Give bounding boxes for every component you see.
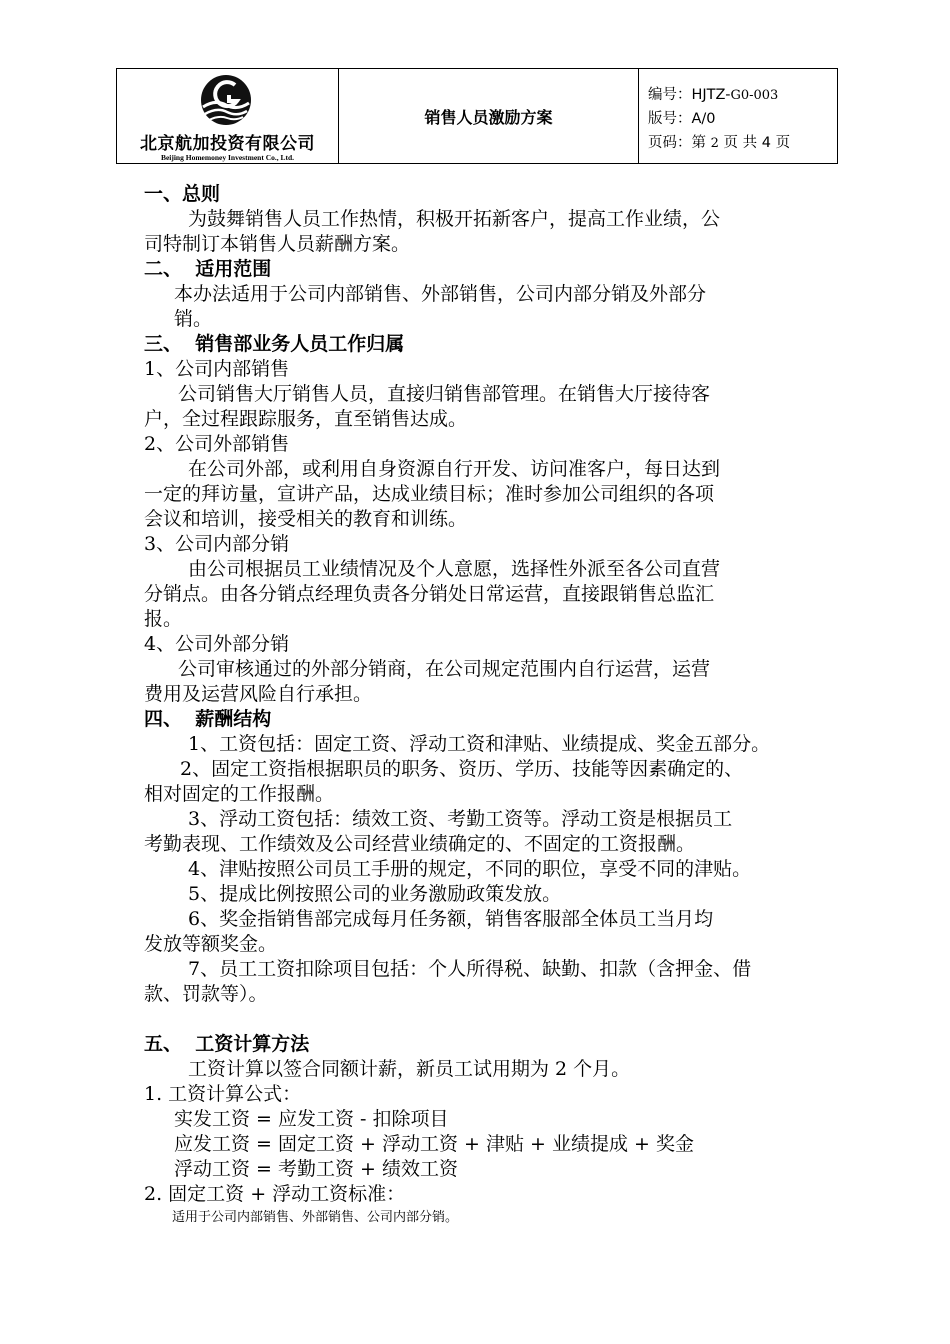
subsection-heading: 2、公司外部销售 [144, 433, 290, 455]
paragraph-line: 1、工资包括：固定工资、浮动工资和津贴、业绩提成、奖金五部分。 [188, 733, 771, 755]
section-heading: 一、总则 [144, 183, 221, 205]
blank-line [144, 1007, 814, 1032]
formula-line: 应发工资 = 固定工资 + 浮动工资 + 津贴 + 业绩提成 + 奖金 [174, 1133, 694, 1155]
paragraph-line: 7、员工工资扣除项目包括：个人所得税、缺勤、扣款（含押金、借 [188, 958, 752, 980]
section-heading: 四、 薪酬结构 [144, 708, 272, 730]
document-meta [639, 69, 837, 163]
paragraph-line: 相对固定的工作报酬。 [144, 783, 335, 805]
doc-page-row: 页码：第 2 页 共 4 页 [648, 135, 791, 151]
section-heading: 二、 适用范围 [144, 258, 272, 280]
doc-code-row: 编号：HJTZ-G0-003 [648, 87, 779, 103]
paragraph-line: 销。 [174, 308, 213, 330]
paragraph-line: 2、固定工资指根据职员的职务、资历、学历、技能等因素确定的、 [180, 758, 744, 780]
paragraph-line: 司特制订本销售人员薪酬方案。 [144, 233, 411, 255]
note-line: 适用于公司内部销售、外部销售、公司内部分销。 [172, 1210, 459, 1225]
paragraph-line: 考勤表现、工作绩效及公司经营业绩确定的、不固定的工资报酬。 [144, 833, 696, 855]
formula-line: 实发工资 = 应发工资 - 扣除项目 [174, 1108, 449, 1130]
paragraph-line: 会议和培训，接受相关的教育和训练。 [144, 508, 468, 530]
paragraph-line: 6、奖金指销售部完成每月任务额，销售客服部全体员工当月均 [188, 908, 714, 930]
section-heading: 三、 销售部业务人员工作归属 [144, 333, 405, 355]
paragraph-line: 公司审核通过的外部分销商，在公司规定范围内自行运营，运营 [178, 658, 711, 680]
paragraph-line: 款、罚款等）。 [144, 983, 268, 1005]
formula-line: 浮动工资 = 考勤工资 + 绩效工资 [174, 1158, 458, 1180]
subsection-heading: 2. 固定工资 + 浮动工资标准： [144, 1183, 406, 1205]
company-logo-icon [195, 73, 257, 129]
paragraph-line: 工资计算以签合同额计薪，新员工试用期为 2 个月。 [188, 1058, 631, 1080]
paragraph-line: 报。 [144, 608, 183, 630]
paragraph-line: 费用及运营风险自行承担。 [144, 683, 373, 705]
paragraph-line: 户，全过程跟踪服务，直至销售达成。 [144, 408, 468, 430]
paragraph-line: 为鼓舞销售人员工作热情，积极开拓新客户，提高工作业绩，公 [188, 208, 721, 230]
subsection-heading: 1. 工资计算公式： [144, 1083, 302, 1105]
company-name-cn: 北京航加投资有限公司 [140, 134, 315, 154]
document-title: 销售人员激励方案 [339, 69, 639, 163]
paragraph-line: 5、提成比例按照公司的业务激励政策发放。 [188, 883, 562, 905]
paragraph-line: 4、津贴按照公司员工手册的规定，不同的职位，享受不同的津贴。 [188, 858, 752, 880]
document-header [116, 68, 838, 164]
company-name-en: Beijing Homemoney Investment Co., Ltd. [160, 153, 295, 162]
document-body [144, 182, 814, 1229]
company-logo-cell [117, 69, 339, 163]
paragraph-line: 公司销售大厅销售人员，直接归销售部管理。在销售大厅接待客 [178, 383, 711, 405]
subsection-heading: 4、公司外部分销 [144, 633, 290, 655]
subsection-heading: 3、公司内部分销 [144, 533, 290, 555]
paragraph-line: 3、浮动工资包括：绩效工资、考勤工资等。浮动工资是根据员工 [188, 808, 733, 830]
subsection-heading: 1、公司内部销售 [144, 358, 290, 380]
paragraph-line: 本办法适用于公司内部销售、外部销售，公司内部分销及外部分 [174, 283, 707, 305]
paragraph-line: 由公司根据员工业绩情况及个人意愿，选择性外派至各公司直营 [188, 558, 721, 580]
paragraph-line: 分销点。由各分销点经理负责各分销处日常运营，直接跟销售总监汇 [144, 583, 715, 605]
section-heading: 五、 工资计算方法 [144, 1033, 310, 1055]
paragraph-line: 在公司外部，或利用自身资源自行开发、访问准客户，每日达到 [188, 458, 721, 480]
paragraph-line: 一定的拜访量，宣讲产品，达成业绩目标；准时参加公司组织的各项 [144, 483, 715, 505]
paragraph-line: 发放等额奖金。 [144, 933, 278, 955]
doc-version-row: 版号：A/0 [648, 111, 716, 127]
